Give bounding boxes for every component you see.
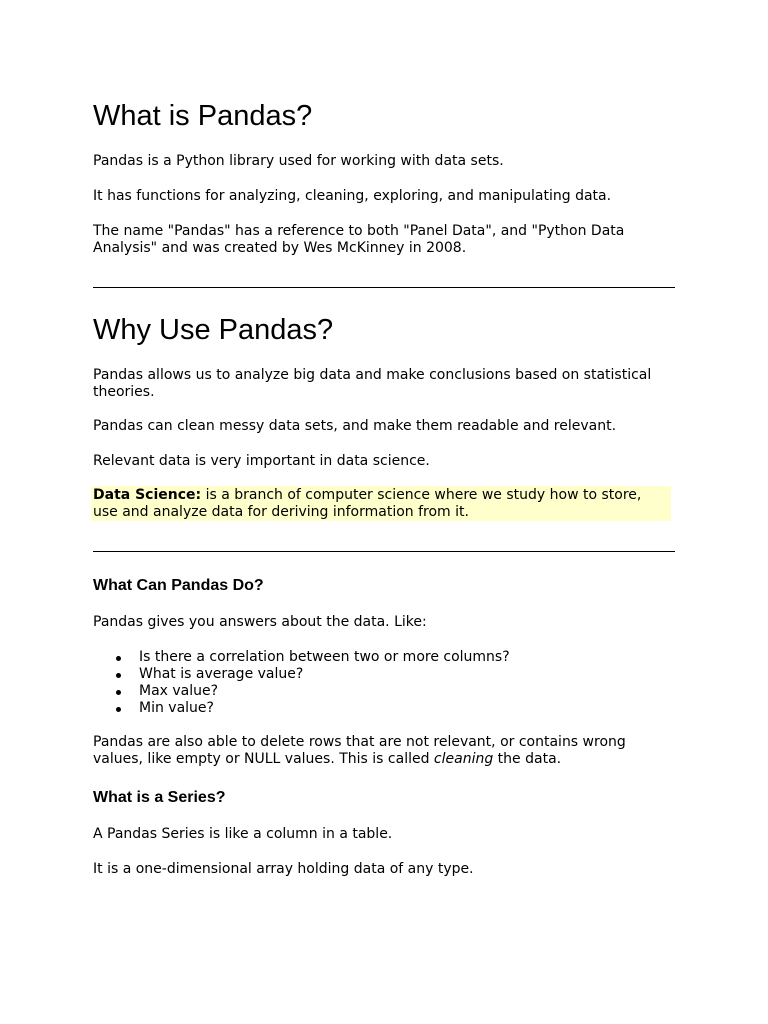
section-divider [93,551,675,552]
paragraph-cleaning: Pandas are also able to delete rows that are not relevant, or contains wrong values, like empty or NULL values. This is called cleaning the data. [93,734,626,767]
bullet-icon [116,656,121,661]
heading-what-can-pandas-do: What Can Pandas Do? [93,577,264,594]
bullet-icon [116,673,121,678]
note-term: Data Science: [93,487,202,503]
list-item: Is there a correlation between two or more columns? [93,649,510,666]
paragraph-relevant-data: Relevant data is very important in data science. [93,453,430,469]
heading-why-use-pandas: Why Use Pandas? [93,314,334,346]
bullet-icon [116,707,121,712]
paragraph-pandas-functions: It has functions for analyzing, cleaning, exploring, and manipulating data. [93,188,612,204]
paragraph-series-column: A Pandas Series is like a column in a table. [93,826,393,842]
paragraph-analyze-big-data: Pandas allows us to analyze big data and make conclusions based on statistical theories. [93,367,652,400]
capabilities-list [93,649,510,717]
note-definition: is a branch of computer science where we study how to store, use and analyze data for deriving information from it. [93,487,642,520]
list-item: Min value? [93,700,510,717]
paragraph-pandas-name-origin: The name "Pandas" has a reference to both "Panel Data", and "Python Data Analysis" and was created by Wes McKinney in 2008. [93,223,625,256]
paragraph-pandas-library: Pandas is a Python library used for working with data sets. [93,153,504,169]
paragraph-series-array: It is a one-dimensional array holding data of any type. [93,861,474,877]
list-item: Max value? [93,683,510,700]
heading-what-is-a-series: What is a Series? [93,789,226,806]
data-science-note [91,486,671,521]
list-item: What is average value? [93,666,510,683]
paragraph-clean-messy-data: Pandas can clean messy data sets, and make them readable and relevant. [93,418,617,434]
emphasis-cleaning: cleaning [433,751,494,767]
bullet-icon [116,690,121,695]
paragraph-answers-intro: Pandas gives you answers about the data. Like: [93,614,427,630]
heading-what-is-pandas: What is Pandas? [93,100,313,132]
section-divider [93,287,675,288]
